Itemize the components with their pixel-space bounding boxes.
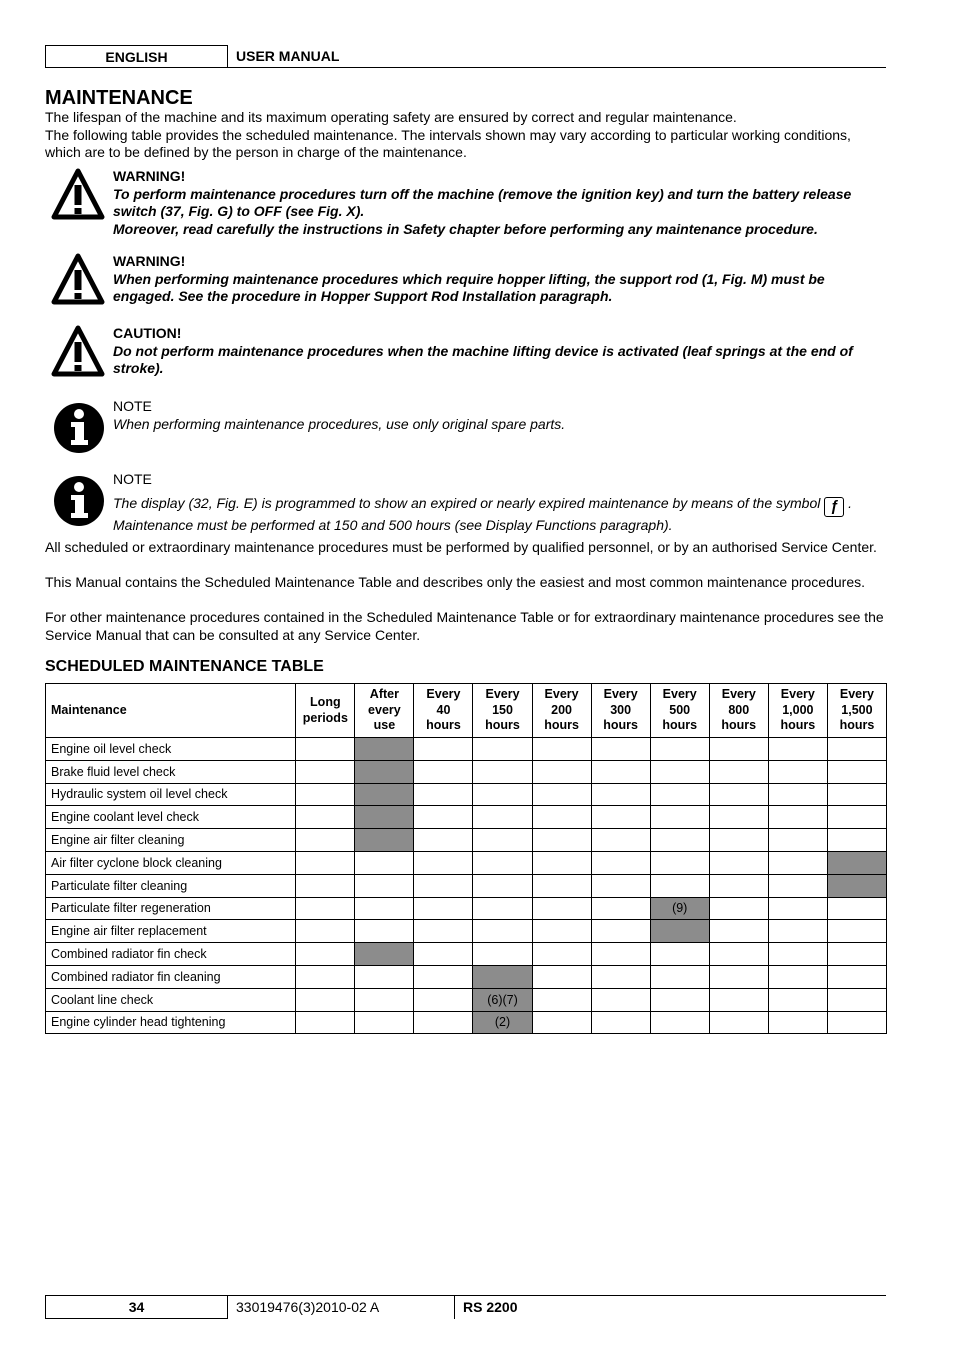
schedule-cell bbox=[414, 829, 473, 852]
column-header bbox=[827, 684, 886, 738]
column-header-line: 150 bbox=[492, 702, 513, 717]
schedule-cell bbox=[473, 783, 532, 806]
table-row bbox=[46, 897, 887, 920]
schedule-cell bbox=[473, 943, 532, 966]
notice-title: WARNING! bbox=[113, 253, 186, 269]
schedule-cell bbox=[473, 874, 532, 897]
schedule-cell bbox=[532, 829, 591, 852]
schedule-cell bbox=[827, 874, 886, 897]
schedule-cell bbox=[768, 943, 827, 966]
schedule-cell bbox=[296, 988, 355, 1011]
column-header-line: 500 bbox=[669, 702, 691, 717]
schedule-cell bbox=[473, 897, 532, 920]
schedule-cell bbox=[414, 965, 473, 988]
schedule-cell bbox=[768, 965, 827, 988]
schedule-cell bbox=[827, 760, 886, 783]
maintenance-item: Engine air filter cleaning bbox=[46, 829, 296, 852]
schedule-cell bbox=[296, 851, 355, 874]
schedule-cell bbox=[709, 1011, 768, 1034]
schedule-cell bbox=[591, 829, 650, 852]
schedule-cell bbox=[414, 760, 473, 783]
schedule-cell bbox=[355, 897, 414, 920]
maintenance-item: Engine coolant level check bbox=[46, 806, 296, 829]
schedule-cell bbox=[709, 738, 768, 761]
schedule-cell bbox=[355, 829, 414, 852]
schedule-cell bbox=[650, 738, 709, 761]
column-header-line: Every bbox=[603, 687, 638, 702]
notice-title: NOTE bbox=[113, 471, 152, 487]
schedule-cell bbox=[768, 806, 827, 829]
column-header-line: Maintenance bbox=[51, 702, 127, 717]
schedule-cell bbox=[532, 897, 591, 920]
schedule-cell bbox=[591, 874, 650, 897]
intro-paragraph-1: The lifespan of the machine and its maximum operating safety are ensured by correct and regular maintenance. bbox=[45, 109, 737, 125]
column-header bbox=[532, 684, 591, 738]
schedule-cell bbox=[532, 965, 591, 988]
schedule-cell bbox=[355, 783, 414, 806]
notice-text: Do not perform maintenance procedures when the machine lifting device is activated (leaf springs at the end of stroke). bbox=[113, 342, 853, 376]
schedule-cell bbox=[473, 920, 532, 943]
notice-text: When performing maintenance procedures, use only original spare parts. bbox=[113, 415, 566, 432]
maintenance-item: Particulate filter regeneration bbox=[46, 897, 296, 920]
schedule-cell bbox=[591, 806, 650, 829]
warning-triangle-icon bbox=[51, 168, 105, 220]
warning-triangle-icon bbox=[51, 253, 105, 305]
body-paragraph-1: All scheduled or extraordinary maintenance procedures must be performed by qualified personnel, or by an authorised Service Center. bbox=[45, 539, 877, 555]
table-row bbox=[46, 851, 887, 874]
table-row bbox=[46, 965, 887, 988]
schedule-cell bbox=[473, 965, 532, 988]
schedule-cell bbox=[296, 806, 355, 829]
schedule-cell bbox=[650, 851, 709, 874]
column-header-line: 800 bbox=[728, 702, 750, 717]
schedule-cell bbox=[355, 920, 414, 943]
column-header bbox=[709, 684, 768, 738]
schedule-cell bbox=[532, 874, 591, 897]
schedule-cell bbox=[473, 760, 532, 783]
table-row bbox=[46, 1011, 887, 1034]
schedule-cell bbox=[355, 806, 414, 829]
schedule-cell bbox=[355, 760, 414, 783]
schedule-cell bbox=[768, 988, 827, 1011]
schedule-cell bbox=[414, 920, 473, 943]
column-header bbox=[650, 684, 709, 738]
schedule-cell bbox=[296, 783, 355, 806]
schedule-cell bbox=[355, 738, 414, 761]
schedule-cell bbox=[532, 920, 591, 943]
column-header-line: After bbox=[369, 687, 399, 702]
schedule-cell bbox=[296, 874, 355, 897]
notice-text-part: The display (32, Fig. E) is programmed to show an expired or nearly expired maintenance by means of the symbol bbox=[113, 494, 821, 511]
info-icon bbox=[53, 402, 105, 454]
schedule-cell bbox=[650, 783, 709, 806]
schedule-cell bbox=[709, 829, 768, 852]
table-title: SCHEDULED MAINTENANCE TABLE bbox=[45, 658, 324, 675]
schedule-cell bbox=[709, 920, 768, 943]
schedule-cell bbox=[768, 920, 827, 943]
schedule-cell bbox=[473, 829, 532, 852]
schedule-cell bbox=[296, 897, 355, 920]
column-header-line: hours bbox=[662, 718, 698, 733]
schedule-cell bbox=[650, 829, 709, 852]
column-header-line: hours bbox=[721, 718, 757, 733]
schedule-cell bbox=[532, 943, 591, 966]
schedule-cell bbox=[473, 851, 532, 874]
schedule-cell bbox=[532, 1011, 591, 1034]
body-paragraph-2: This Manual contains the Scheduled Maintenance Table and describes only the easiest and most common maintenance procedures. bbox=[45, 574, 866, 590]
section-title: MAINTENANCE bbox=[45, 87, 193, 109]
maintenance-item: Engine cylinder head tightening bbox=[46, 1011, 296, 1034]
page-header bbox=[45, 45, 886, 68]
page-footer bbox=[45, 1295, 886, 1318]
schedule-cell bbox=[827, 1011, 886, 1034]
maintenance-table bbox=[45, 683, 887, 1034]
schedule-cell bbox=[296, 760, 355, 783]
schedule-cell bbox=[827, 806, 886, 829]
schedule-cell bbox=[768, 783, 827, 806]
schedule-cell bbox=[827, 738, 886, 761]
maintenance-item: Particulate filter cleaning bbox=[46, 874, 296, 897]
schedule-cell bbox=[355, 943, 414, 966]
schedule-cell bbox=[355, 1011, 414, 1034]
maintenance-item: Combined radiator fin cleaning bbox=[46, 965, 296, 988]
schedule-cell bbox=[296, 829, 355, 852]
column-header-line: Every bbox=[662, 687, 697, 702]
schedule-cell bbox=[709, 897, 768, 920]
schedule-cell bbox=[532, 851, 591, 874]
schedule-cell bbox=[768, 760, 827, 783]
schedule-cell bbox=[414, 806, 473, 829]
column-header bbox=[473, 684, 532, 738]
column-header-line: periods bbox=[302, 710, 348, 725]
warning-triangle-icon bbox=[51, 325, 105, 377]
schedule-cell bbox=[532, 760, 591, 783]
schedule-cell bbox=[768, 897, 827, 920]
table-row bbox=[46, 943, 887, 966]
schedule-cell bbox=[355, 851, 414, 874]
schedule-cell bbox=[296, 738, 355, 761]
notice-title: WARNING! bbox=[113, 168, 186, 184]
column-header-line: hours bbox=[780, 718, 816, 733]
maintenance-item: Coolant line check bbox=[46, 988, 296, 1011]
schedule-cell bbox=[650, 988, 709, 1011]
schedule-cell bbox=[650, 943, 709, 966]
column-header-line: hours bbox=[603, 718, 638, 733]
wrench-symbol-icon: ƒ bbox=[824, 497, 844, 517]
table-row bbox=[46, 760, 887, 783]
schedule-cell bbox=[532, 988, 591, 1011]
schedule-cell bbox=[827, 943, 886, 966]
document-code: 33019476(3)2010-02 A bbox=[236, 1299, 380, 1315]
column-header-line: hours bbox=[839, 718, 875, 733]
schedule-cell bbox=[709, 965, 768, 988]
schedule-cell bbox=[473, 738, 532, 761]
body-paragraph-3: For other maintenance procedures contained in the Scheduled Maintenance Table or for extraordinary maintenance procedures see the Service Manual that can be consulted at any Service Center. bbox=[45, 609, 884, 643]
schedule-cell bbox=[532, 783, 591, 806]
schedule-cell bbox=[532, 806, 591, 829]
column-header-line: Every bbox=[721, 687, 756, 702]
schedule-cell bbox=[709, 851, 768, 874]
column-header-maintenance bbox=[46, 684, 296, 738]
notice-text: When performing maintenance procedures which require hopper lifting, the support rod (1, Fig. M) must be engaged. See the procedure in Hopper Support Rod Installation paragraph. bbox=[113, 270, 825, 304]
column-header-line: hours bbox=[544, 718, 579, 733]
notice-text: To perform maintenance procedures turn off the machine (remove the ignition key) and turn the battery release switch (37, Fig. G) to OFF (see Fig. X). bbox=[113, 185, 852, 219]
notice-title: CAUTION! bbox=[113, 325, 182, 341]
schedule-cell bbox=[709, 783, 768, 806]
column-header-line: Every bbox=[485, 687, 520, 702]
schedule-cell bbox=[414, 897, 473, 920]
schedule-cell bbox=[591, 897, 650, 920]
schedule-cell bbox=[591, 738, 650, 761]
model-name: RS 2200 bbox=[463, 1299, 518, 1315]
schedule-cell bbox=[650, 965, 709, 988]
schedule-cell bbox=[296, 943, 355, 966]
maintenance-item: Engine oil level check bbox=[46, 738, 296, 761]
schedule-cell bbox=[414, 943, 473, 966]
column-header-line: 300 bbox=[610, 702, 632, 717]
maintenance-item: Hydraulic system oil level check bbox=[46, 783, 296, 806]
table-row bbox=[46, 829, 887, 852]
schedule-cell bbox=[650, 1011, 709, 1034]
schedule-cell bbox=[591, 760, 650, 783]
column-header-line: 200 bbox=[551, 702, 572, 717]
notice-text-part: . bbox=[848, 494, 853, 511]
table-row bbox=[46, 920, 887, 943]
notice-text: Maintenance must be performed at 150 and 500 hours (see Display Functions paragraph). bbox=[113, 516, 673, 533]
schedule-cell bbox=[414, 738, 473, 761]
table-row bbox=[46, 806, 887, 829]
schedule-cell bbox=[827, 851, 886, 874]
schedule-cell bbox=[827, 988, 886, 1011]
column-header-line: 40 bbox=[436, 702, 451, 717]
schedule-cell bbox=[591, 851, 650, 874]
schedule-cell bbox=[473, 806, 532, 829]
maintenance-item: Brake fluid level check bbox=[46, 760, 296, 783]
column-header bbox=[296, 684, 355, 738]
column-header-line: 1,000 bbox=[782, 702, 814, 717]
schedule-cell bbox=[296, 920, 355, 943]
schedule-cell bbox=[591, 783, 650, 806]
table-row bbox=[46, 874, 887, 897]
maintenance-item: Air filter cyclone block cleaning bbox=[46, 851, 296, 874]
column-header-line: use bbox=[373, 718, 396, 733]
schedule-cell bbox=[827, 897, 886, 920]
schedule-cell bbox=[709, 760, 768, 783]
column-header bbox=[768, 684, 827, 738]
column-header-line: Long bbox=[310, 695, 341, 709]
schedule-cell bbox=[768, 874, 827, 897]
schedule-cell bbox=[709, 874, 768, 897]
schedule-cell: (2) bbox=[473, 1011, 532, 1034]
schedule-cell bbox=[709, 943, 768, 966]
column-header-line: Every bbox=[780, 687, 815, 702]
schedule-cell: (9) bbox=[650, 897, 709, 920]
schedule-cell bbox=[414, 783, 473, 806]
column-header-line: hours bbox=[426, 718, 461, 733]
schedule-cell bbox=[355, 965, 414, 988]
schedule-cell bbox=[591, 988, 650, 1011]
notice-title: NOTE bbox=[113, 398, 152, 414]
schedule-cell bbox=[827, 965, 886, 988]
schedule-cell bbox=[591, 920, 650, 943]
schedule-cell bbox=[532, 738, 591, 761]
notice-text: Moreover, read carefully the instructions in Safety chapter before performing any maintenance procedure. bbox=[113, 220, 818, 237]
schedule-cell bbox=[414, 1011, 473, 1034]
schedule-cell bbox=[768, 1011, 827, 1034]
schedule-cell bbox=[414, 988, 473, 1011]
column-header bbox=[414, 684, 473, 738]
schedule-cell bbox=[355, 874, 414, 897]
header-language: ENGLISH bbox=[45, 45, 228, 68]
schedule-cell bbox=[709, 806, 768, 829]
schedule-cell bbox=[355, 988, 414, 1011]
schedule-cell bbox=[709, 988, 768, 1011]
header-title: USER MANUAL bbox=[236, 48, 340, 64]
schedule-cell bbox=[591, 1011, 650, 1034]
column-header-line: Every bbox=[839, 687, 874, 702]
schedule-cell bbox=[296, 1011, 355, 1034]
schedule-cell bbox=[296, 965, 355, 988]
column-header bbox=[355, 684, 414, 738]
intro-paragraph-2: The following table provides the scheduled maintenance. The intervals shown may vary according to particular working conditions, which are to be defined by the person in charge of the maintenance. bbox=[45, 126, 851, 160]
info-icon bbox=[53, 475, 105, 527]
schedule-cell: (6)(7) bbox=[473, 988, 532, 1011]
column-header-line: Every bbox=[544, 687, 579, 702]
page-number: 34 bbox=[45, 1296, 228, 1319]
column-header bbox=[591, 684, 650, 738]
schedule-cell bbox=[768, 851, 827, 874]
maintenance-item: Combined radiator fin check bbox=[46, 943, 296, 966]
footer-divider bbox=[454, 1296, 455, 1319]
table-body bbox=[46, 738, 887, 1034]
column-header-line: 1,500 bbox=[841, 702, 873, 717]
schedule-cell bbox=[650, 920, 709, 943]
table-row bbox=[46, 738, 887, 761]
schedule-cell bbox=[650, 874, 709, 897]
column-header-line: Every bbox=[426, 687, 461, 702]
schedule-cell bbox=[768, 738, 827, 761]
schedule-cell bbox=[827, 920, 886, 943]
schedule-cell bbox=[650, 760, 709, 783]
maintenance-item: Engine air filter replacement bbox=[46, 920, 296, 943]
column-header-line: hours bbox=[485, 718, 520, 733]
schedule-cell bbox=[414, 851, 473, 874]
schedule-cell bbox=[768, 829, 827, 852]
column-header-line: every bbox=[368, 702, 401, 717]
schedule-cell bbox=[827, 829, 886, 852]
notice-text bbox=[113, 495, 888, 517]
schedule-cell bbox=[414, 874, 473, 897]
schedule-cell bbox=[591, 965, 650, 988]
schedule-cell bbox=[827, 783, 886, 806]
schedule-cell bbox=[591, 943, 650, 966]
table-row bbox=[46, 783, 887, 806]
table-header-row bbox=[46, 684, 887, 738]
table-row bbox=[46, 988, 887, 1011]
schedule-cell bbox=[650, 806, 709, 829]
